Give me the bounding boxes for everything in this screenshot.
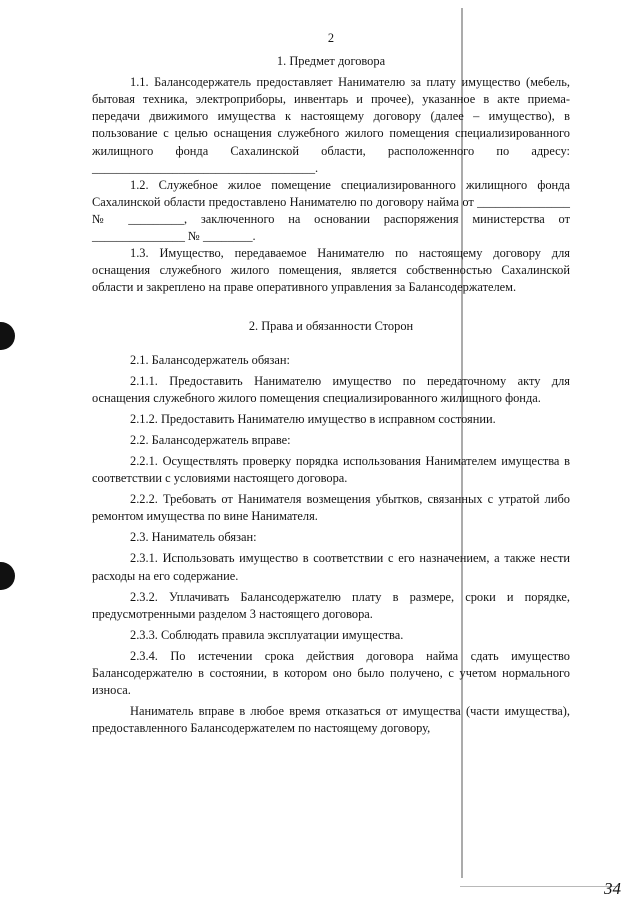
clause-2-1-1: 2.1.1. Предоставить Нанимателю имущество по передаточному акту для оснащения служебного жилого помещения специализированного жилищного фонда. bbox=[92, 373, 570, 405]
clause-1-3: 1.3. Имущество, передаваемое Нанимателю по настоящему договору для оснащения служебного жилого помещения, является собственностью Сахалинской области и закреплено на праве оперативного управления за Балансодержателем. bbox=[92, 246, 570, 295]
clause-2-3: 2.3. Наниматель обязан: bbox=[130, 530, 257, 545]
punch-hole-top bbox=[0, 322, 15, 350]
clause-2-3-1: 2.3.1. Использовать имущество в соответствии с его назначением, а также нести расходы на его содержание. bbox=[92, 551, 570, 583]
clause-2-3-2: 2.3.2. Уплачивать Балансодержателю плату в размере, сроки и порядке, предусмотренными разделом 3 настоящего договора. bbox=[92, 589, 570, 621]
clause-2-2-2: 2.2.2. Требовать от Нанимателя возмещения убытков, связанных с утратой либо ремонтом имущества по вине Нанимателя. bbox=[92, 492, 570, 524]
scan-edge-line bbox=[460, 886, 620, 887]
clause-2-1: 2.1. Балансодержатель обязан: bbox=[130, 352, 291, 367]
section-2-title: 2. Права и обязанности Сторон bbox=[248, 319, 414, 334]
handwritten-sheet-number: 34 bbox=[604, 879, 621, 898]
clause-2-2-1: 2.2.1. Осуществлять проверку порядка использования Нанимателем имущества в соответствии с условиями настоящего договора. bbox=[92, 453, 570, 486]
document-text bbox=[92, 30, 570, 737]
section-1-title: 1. Предмет договора bbox=[276, 54, 386, 69]
punch-hole-bottom bbox=[0, 562, 15, 590]
clause-2-3-5: Наниматель вправе в любое время отказаться от имущества (части имущества), предоставленного Балансодержателем по настоящему договору, bbox=[92, 704, 570, 736]
clause-2-2: 2.2. Балансодержатель вправе: bbox=[130, 432, 291, 447]
page-number: 2 bbox=[327, 31, 335, 45]
clause-2-3-3: 2.3.3. Соблюдать правила эксплуатации имущества. bbox=[130, 627, 404, 642]
clause-1-1: 1.1. Балансодержатель предоставляет Нанимателю за плату имущество (мебель, бытовая техника, электроприборы, инвентарь и прочее), указанное в акте приема-передачи движимого имущества к настоящему договору (далее – имущество), в пользование с целью оснащения служебного жилого помещения специализированного жилищного фонда Сахалинской области, расположенного по адресу: ____________________________________. bbox=[92, 75, 570, 175]
clause-1-2: 1.2. Служебное жилое помещение специализированного жилищного фонда Сахалинской области предоставлено Нанимателю по договору найма от _______________ № _________, заключенного на основании распоряжения министерства от _______________ № ________. bbox=[92, 177, 570, 244]
clause-2-1-2: 2.1.2. Предоставить Нанимателю имущество в исправном состоянии. bbox=[130, 411, 496, 426]
clause-2-3-4: 2.3.4. По истечении срока действия договора найма сдать имущество Балансодержателю в состоянии, в котором оно было получено, с учетом нормального износа. bbox=[92, 648, 570, 698]
